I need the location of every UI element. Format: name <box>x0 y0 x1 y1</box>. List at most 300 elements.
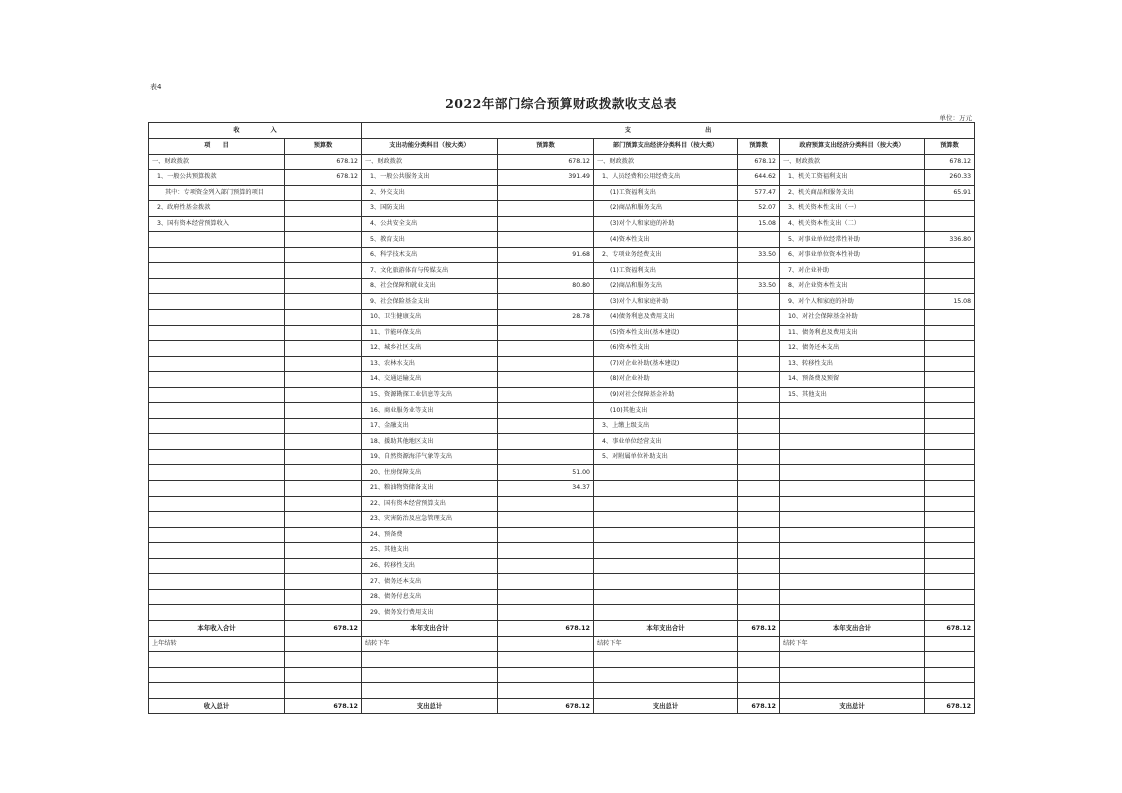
table-cell: 预算数 <box>738 139 780 155</box>
table-cell: 4、公共安全支出 <box>362 216 498 232</box>
table-cell: (10)其他支出 <box>594 403 738 419</box>
table-cell <box>738 232 780 248</box>
table-row <box>149 527 975 543</box>
table-cell <box>738 496 780 512</box>
table-cell <box>285 278 362 294</box>
table-cell <box>149 652 285 668</box>
table-cell <box>285 418 362 434</box>
table-cell: 6、科学技术支出 <box>362 247 498 263</box>
table-row <box>149 496 975 512</box>
table-row <box>149 465 975 481</box>
table-cell <box>285 387 362 403</box>
table-cell <box>149 683 285 699</box>
table-cell <box>780 667 925 683</box>
table-cell <box>594 589 738 605</box>
table-cell <box>780 465 925 481</box>
table-cell <box>149 263 285 279</box>
table-cell: 1、一般公共服务支出 <box>362 170 498 186</box>
table-cell: (8)对企业补助 <box>594 372 738 388</box>
table-cell <box>925 216 975 232</box>
table-cell: 678.12 <box>738 698 780 714</box>
table-cell <box>285 185 362 201</box>
table-cell <box>925 434 975 450</box>
table-cell <box>738 527 780 543</box>
table-cell <box>285 403 362 419</box>
table-cell: 一、财政拨款 <box>594 154 738 170</box>
table-cell <box>925 372 975 388</box>
table-cell: 678.12 <box>498 620 594 636</box>
table-cell <box>925 667 975 683</box>
table-cell: 支出功能分类科目（按大类） <box>362 139 498 155</box>
table-cell <box>149 496 285 512</box>
expense-group-header: 支 出 <box>362 123 975 139</box>
table-cell <box>738 512 780 528</box>
table-cell: 5、教育支出 <box>362 232 498 248</box>
table-cell <box>780 589 925 605</box>
table-cell <box>498 185 594 201</box>
table-cell: (3)对个人和家庭的补助 <box>594 216 738 232</box>
table-row <box>149 574 975 590</box>
table-cell <box>149 589 285 605</box>
table-cell <box>285 605 362 621</box>
group-header-row <box>149 123 975 139</box>
table-cell: 本年支出合计 <box>780 620 925 636</box>
table-cell: 13、转移性支出 <box>780 356 925 372</box>
table-cell <box>285 589 362 605</box>
table-row <box>149 232 975 248</box>
table-cell <box>738 372 780 388</box>
table-cell <box>594 543 738 559</box>
table-cell <box>594 496 738 512</box>
table-cell: 1、人员经费和公用经费支出 <box>594 170 738 186</box>
table-cell: 644.62 <box>738 170 780 186</box>
table-cell <box>285 558 362 574</box>
table-cell <box>498 667 594 683</box>
table-cell: 7、文化旅游体育与传媒支出 <box>362 263 498 279</box>
table-cell: 5、对事业单位经常性补助 <box>780 232 925 248</box>
table-cell <box>498 232 594 248</box>
table-cell <box>285 201 362 217</box>
table-cell <box>780 605 925 621</box>
table-cell: 51.00 <box>498 465 594 481</box>
table-cell: 部门预算支出经济分类科目（按大类） <box>594 139 738 155</box>
table-cell: 9、对个人和家庭的补助 <box>780 294 925 310</box>
table-cell <box>285 543 362 559</box>
table-cell: 33.50 <box>738 278 780 294</box>
table-cell: 本年支出合计 <box>594 620 738 636</box>
table-cell <box>285 527 362 543</box>
table-cell: 33.50 <box>738 247 780 263</box>
year-total-row <box>149 620 975 636</box>
table-cell <box>285 465 362 481</box>
table-cell: 678.12 <box>738 620 780 636</box>
table-cell: 34.37 <box>498 481 594 497</box>
table-cell: 260.33 <box>925 170 975 186</box>
table-cell <box>738 605 780 621</box>
table-cell <box>498 527 594 543</box>
table-cell: 结转下年 <box>362 636 498 652</box>
table-cell: 13、农林水支出 <box>362 356 498 372</box>
table-row <box>149 434 975 450</box>
table-cell: 11、节能环保支出 <box>362 325 498 341</box>
table-cell <box>780 481 925 497</box>
table-cell <box>149 574 285 590</box>
table-cell <box>149 667 285 683</box>
table-cell <box>780 543 925 559</box>
table-cell <box>925 418 975 434</box>
table-cell: 336.80 <box>925 232 975 248</box>
table-cell: (5)资本性支出(基本建设) <box>594 325 738 341</box>
table-cell: 28、债务付息支出 <box>362 589 498 605</box>
table-row <box>149 481 975 497</box>
table-cell <box>780 434 925 450</box>
table-cell <box>149 232 285 248</box>
table-row <box>149 449 975 465</box>
budget-summary-table <box>148 122 975 714</box>
table-cell: 20、住房保障支出 <box>362 465 498 481</box>
table-cell <box>925 387 975 403</box>
table-cell <box>498 201 594 217</box>
table-row <box>149 341 975 357</box>
table-cell: 支出总计 <box>362 698 498 714</box>
table-cell <box>780 418 925 434</box>
table-cell <box>149 512 285 528</box>
table-cell <box>738 574 780 590</box>
table-cell: 28.78 <box>498 310 594 326</box>
table-row <box>149 372 975 388</box>
table-cell: (9)对社会保障基金补助 <box>594 387 738 403</box>
table-cell <box>498 496 594 512</box>
table-cell <box>149 325 285 341</box>
table-cell: 结转下年 <box>594 636 738 652</box>
table-cell: (7)对企业补助(基本建设) <box>594 356 738 372</box>
table-row <box>149 247 975 263</box>
table-cell: 2、专项业务经费支出 <box>594 247 738 263</box>
table-row <box>149 543 975 559</box>
table-cell <box>285 667 362 683</box>
table-cell <box>925 605 975 621</box>
table-cell <box>925 481 975 497</box>
table-cell: 3、国有资本经营预算收入 <box>149 216 285 232</box>
table-cell <box>738 310 780 326</box>
table-cell <box>925 589 975 605</box>
table-cell <box>925 527 975 543</box>
table-cell: 一、财政拨款 <box>780 154 925 170</box>
table-cell: 15.08 <box>738 216 780 232</box>
table-cell: 4、事业单位经营支出 <box>594 434 738 450</box>
table-cell <box>149 403 285 419</box>
table-cell <box>498 434 594 450</box>
table-cell <box>285 481 362 497</box>
table-cell: 27、债务还本支出 <box>362 574 498 590</box>
table-row <box>149 294 975 310</box>
table-cell <box>285 356 362 372</box>
table-cell <box>149 465 285 481</box>
table-cell <box>498 512 594 528</box>
table-cell: 10、对社会保障基金补助 <box>780 310 925 326</box>
table-cell <box>925 449 975 465</box>
table-cell <box>738 481 780 497</box>
table-cell: 577.47 <box>738 185 780 201</box>
table-cell <box>362 683 498 699</box>
table-cell <box>498 294 594 310</box>
table-cell <box>285 310 362 326</box>
table-cell: 收入总计 <box>149 698 285 714</box>
table-cell <box>498 683 594 699</box>
table-cell <box>925 558 975 574</box>
table-cell: 2、政府性基金拨款 <box>149 201 285 217</box>
table-cell: 本年支出合计 <box>362 620 498 636</box>
table-cell: 本年收入合计 <box>149 620 285 636</box>
table-cell <box>738 418 780 434</box>
table-cell <box>149 310 285 326</box>
table-cell: 预算数 <box>285 139 362 155</box>
table-cell <box>780 683 925 699</box>
table-cell: 支出总计 <box>780 698 925 714</box>
table-row <box>149 403 975 419</box>
table-cell <box>780 512 925 528</box>
table-cell: 18、援助其他地区支出 <box>362 434 498 450</box>
table-cell <box>738 543 780 559</box>
carry-over-row <box>149 636 975 652</box>
table-cell <box>738 465 780 481</box>
table-cell <box>925 341 975 357</box>
table-cell <box>925 325 975 341</box>
table-cell: 预算数 <box>925 139 975 155</box>
table-cell <box>925 278 975 294</box>
table-cell: 25、其他支出 <box>362 543 498 559</box>
table-cell: 9、社会保险基金支出 <box>362 294 498 310</box>
table-cell <box>738 434 780 450</box>
table-cell: 678.12 <box>925 698 975 714</box>
table-cell <box>498 403 594 419</box>
table-cell <box>738 403 780 419</box>
table-cell <box>498 216 594 232</box>
table-row <box>149 558 975 574</box>
table-cell <box>149 481 285 497</box>
table-cell <box>285 263 362 279</box>
table-cell <box>498 558 594 574</box>
table-cell <box>285 372 362 388</box>
table-cell <box>149 278 285 294</box>
table-cell <box>149 543 285 559</box>
table-cell <box>285 683 362 699</box>
table-cell: (1)工资福利支出 <box>594 263 738 279</box>
table-cell: 12、城乡社区支出 <box>362 341 498 357</box>
table-cell <box>498 636 594 652</box>
page-title: 2022年部门综合预算财政拨款收支总表 <box>445 96 677 111</box>
table-row <box>149 589 975 605</box>
table-cell: 一、财政拨款 <box>149 154 285 170</box>
table-cell <box>780 574 925 590</box>
table-cell <box>285 449 362 465</box>
table-cell: 3、机关资本性支出（一） <box>780 201 925 217</box>
table-cell <box>738 636 780 652</box>
table-cell: 17、金融支出 <box>362 418 498 434</box>
table-cell <box>594 527 738 543</box>
table-cell <box>149 418 285 434</box>
table-cell <box>925 247 975 263</box>
table-cell <box>149 527 285 543</box>
table-row <box>149 325 975 341</box>
table-cell <box>498 589 594 605</box>
table-cell <box>738 683 780 699</box>
table-cell <box>925 543 975 559</box>
table-cell: 21、粮油物资储备支出 <box>362 481 498 497</box>
table-cell: (2)商品和服务支出 <box>594 278 738 294</box>
table-cell: 678.12 <box>925 154 975 170</box>
table-row <box>149 185 975 201</box>
table-cell <box>149 605 285 621</box>
table-cell: 10、卫生健康支出 <box>362 310 498 326</box>
table-cell: 65.91 <box>925 185 975 201</box>
table-cell: 52.07 <box>738 201 780 217</box>
table-cell <box>738 341 780 357</box>
table-cell <box>925 403 975 419</box>
table-cell <box>925 512 975 528</box>
table-cell <box>498 263 594 279</box>
table-cell <box>498 356 594 372</box>
table-cell <box>780 449 925 465</box>
table-cell <box>738 558 780 574</box>
table-cell: 1、一般公共预算拨款 <box>149 170 285 186</box>
table-cell <box>594 605 738 621</box>
table-row <box>149 278 975 294</box>
table-cell: 391.49 <box>498 170 594 186</box>
table-cell <box>285 232 362 248</box>
table-cell <box>925 496 975 512</box>
table-row <box>149 263 975 279</box>
income-group-header: 收 入 <box>149 123 362 139</box>
grand-total-row <box>149 698 975 714</box>
table-cell: 8、社会保障和就业支出 <box>362 278 498 294</box>
table-cell <box>498 325 594 341</box>
table-cell <box>498 372 594 388</box>
table-cell: (6)资本性支出 <box>594 341 738 357</box>
table-cell: 26、转移性支出 <box>362 558 498 574</box>
table-cell <box>498 418 594 434</box>
table-cell: 14、交通运输支出 <box>362 372 498 388</box>
table-cell: 项 目 <box>149 139 285 155</box>
table-cell <box>594 481 738 497</box>
table-cell: (3)对个人和家庭补助 <box>594 294 738 310</box>
table-cell: 3、上缴上级支出 <box>594 418 738 434</box>
table-cell: 5、对附属单位补助支出 <box>594 449 738 465</box>
blank-row <box>149 667 975 683</box>
table-row <box>149 418 975 434</box>
table-cell: 6、对事业单位资本性补助 <box>780 247 925 263</box>
table-cell <box>738 387 780 403</box>
table-cell <box>149 294 285 310</box>
table-cell: (4)债务利息及费用支出 <box>594 310 738 326</box>
table-cell: 80.80 <box>498 278 594 294</box>
table-cell: 678.12 <box>285 698 362 714</box>
table-cell <box>498 449 594 465</box>
table-cell: 22、国有资本经营预算支出 <box>362 496 498 512</box>
table-cell <box>498 341 594 357</box>
table-row <box>149 216 975 232</box>
table-cell <box>780 652 925 668</box>
table-cell <box>149 247 285 263</box>
table-cell: 3、国防支出 <box>362 201 498 217</box>
table-cell <box>925 263 975 279</box>
table-cell <box>925 310 975 326</box>
table-cell <box>149 341 285 357</box>
table-cell: 4、机关资本性支出（二） <box>780 216 925 232</box>
table-cell <box>925 652 975 668</box>
table-cell <box>594 512 738 528</box>
table-cell: 678.12 <box>738 154 780 170</box>
table-cell <box>149 356 285 372</box>
table-cell <box>498 652 594 668</box>
table-row <box>149 605 975 621</box>
table-cell <box>285 247 362 263</box>
table-row <box>149 356 975 372</box>
table-cell <box>362 667 498 683</box>
unit-label: 单位：万元 <box>939 114 972 122</box>
table-cell: 预算数 <box>498 139 594 155</box>
table-cell <box>149 449 285 465</box>
table-cell: 678.12 <box>285 154 362 170</box>
table-cell <box>780 496 925 512</box>
table-cell <box>285 434 362 450</box>
table-cell: 上年结转 <box>149 636 285 652</box>
table-cell: 一、财政拨款 <box>362 154 498 170</box>
table-cell: 11、债务利息及费用支出 <box>780 325 925 341</box>
table-row <box>149 170 975 186</box>
table-cell <box>149 372 285 388</box>
table-row <box>149 387 975 403</box>
table-cell <box>149 387 285 403</box>
table-row <box>149 201 975 217</box>
table-cell: 678.12 <box>498 698 594 714</box>
table-cell: 29、债务发行费用支出 <box>362 605 498 621</box>
table-cell <box>498 387 594 403</box>
table-cell: 1、机关工资福利支出 <box>780 170 925 186</box>
table-cell <box>738 263 780 279</box>
table-cell: 678.12 <box>925 620 975 636</box>
table-row <box>149 512 975 528</box>
table-cell: 678.12 <box>285 170 362 186</box>
table-cell <box>594 465 738 481</box>
table-cell <box>285 325 362 341</box>
table-cell: 2、外交支出 <box>362 185 498 201</box>
table-cell <box>925 201 975 217</box>
table-cell: 678.12 <box>285 620 362 636</box>
table-cell: (1)工资福利支出 <box>594 185 738 201</box>
table-cell <box>285 636 362 652</box>
table-cell: 23、灾害防治及应急管理支出 <box>362 512 498 528</box>
table-cell <box>925 574 975 590</box>
table-cell <box>738 589 780 605</box>
table-cell: 678.12 <box>498 154 594 170</box>
blank-row <box>149 652 975 668</box>
table-cell <box>362 652 498 668</box>
table-cell <box>780 403 925 419</box>
table-cell: 19、自然资源海洋气象等支出 <box>362 449 498 465</box>
table-cell <box>925 356 975 372</box>
table-cell: 12、债务还本支出 <box>780 341 925 357</box>
table-cell: (2)商品和服务支出 <box>594 201 738 217</box>
table-cell <box>285 574 362 590</box>
table-cell <box>738 325 780 341</box>
table-cell <box>149 558 285 574</box>
table-cell <box>738 667 780 683</box>
table-cell: 7、对企业补助 <box>780 263 925 279</box>
table-cell: 15、资源勘探工业信息等支出 <box>362 387 498 403</box>
table-number: 表4 <box>150 83 162 91</box>
table-cell: 14、预备费及预留 <box>780 372 925 388</box>
